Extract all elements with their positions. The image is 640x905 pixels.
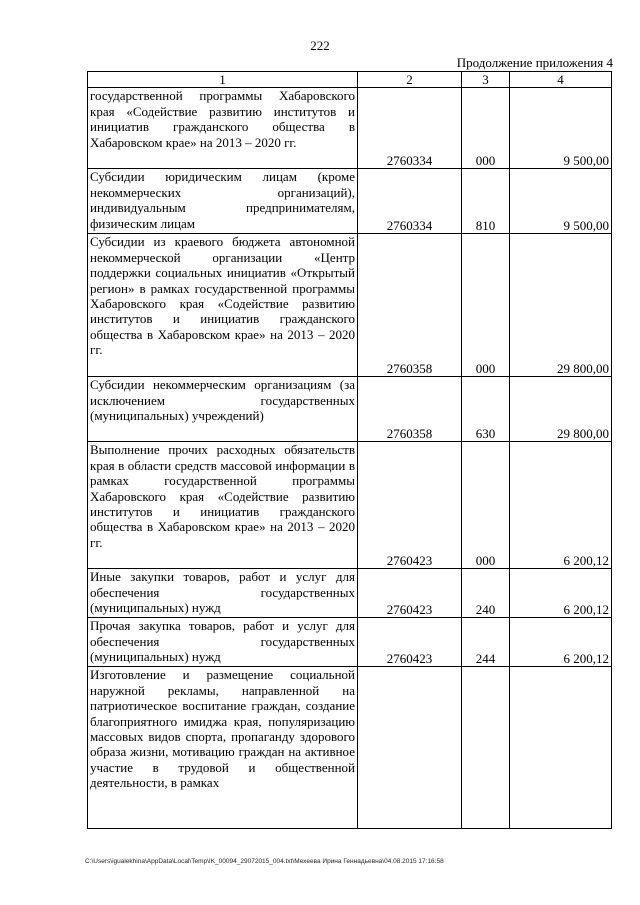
row-sub-cell: 000 [462,88,510,169]
row-amount-cell: 9 500,00 [510,88,612,169]
row-code-cell: 2760358 [358,377,462,442]
row-name-cell: Субсидии из краевого бюджета автономной некоммерческой организации «Центр поддержки социальных инициатив «Открытый регион» в рамках государственной программы Хабаровского края «Содействие развитию институтов и инициатив гражданского общества в Хабаровском крае» на 2013 – 2020 гг. [88,234,358,377]
row-code-cell: 2760334 [358,88,462,169]
table-row [88,442,612,569]
row-sub-cell: 000 [462,442,510,569]
row-sub-cell: 244 [462,618,510,667]
row-name-cell: государственной программы Хабаровского края «Содействие развитию институтов и инициатив гражданского общества в Хабаровском крае» на 2013 – 2020 гг. [88,88,358,169]
row-code-cell: 2760423 [358,442,462,569]
row-code-cell: 2760358 [358,234,462,377]
row-amount-cell: 6 200,12 [510,569,612,618]
header-col-2: 2 [358,72,462,88]
table-row [88,667,612,829]
table-row [88,234,612,377]
continuation-label: Продолжение приложения 4 [456,55,613,70]
row-name-cell: Прочая закупка товаров, работ и услуг для обеспечения государственных (муниципальных) нужд [88,618,358,667]
budget-table [87,71,612,829]
header-col-4: 4 [510,72,612,88]
row-code-cell [358,667,462,829]
footer-file-path: C:\Users\igualekhina\AppData\Local\Temp\IK_00094_29072015_004.txt\Мехеева Ирина Геннадьевна\04.08.2015 17:16:58 [85,858,444,865]
row-amount-cell: 9 500,00 [510,169,612,234]
header-col-1: 1 [88,72,358,88]
row-sub-cell [462,667,510,829]
row-name-cell: Выполнение прочих расходных обязательств края в области средств массовой информации в рамках государственной программы Хабаровского края «Содействие развитию институтов и инициатив гражданского общества в Хабаровском крае» на 2013 – 2020 гг. [88,442,358,569]
row-code-cell: 2760423 [358,618,462,667]
table-row [88,569,612,618]
table-row [88,169,612,234]
row-amount-cell: 29 800,00 [510,234,612,377]
row-name-cell: Иные закупки товаров, работ и услуг для обеспечения государственных (муниципальных) нужд [88,569,358,618]
table-row [88,377,612,442]
table-header-row [88,72,612,88]
page-number: 222 [310,38,330,53]
table-row [88,88,612,169]
row-amount-cell: 6 200,12 [510,442,612,569]
row-code-cell: 2760334 [358,169,462,234]
budget-table-body [88,72,612,829]
header-col-3: 3 [462,72,510,88]
row-amount-cell [510,667,612,829]
row-code-cell: 2760423 [358,569,462,618]
row-sub-cell: 810 [462,169,510,234]
row-sub-cell: 000 [462,234,510,377]
row-amount-cell: 29 800,00 [510,377,612,442]
table-row [88,618,612,667]
row-name-cell: Субсидии юридическим лицам (кроме некоммерческих организаций), индивидуальным предпринимателям, физическим лицам [88,169,358,234]
row-sub-cell: 240 [462,569,510,618]
row-sub-cell: 630 [462,377,510,442]
row-name-cell: Изготовление и размещение социальной наружной рекламы, направленной на патриотическое воспитание граждан, создание благоприятного имиджа края, популяризацию массовых видов спорта, пропаганду здорового образа жизни, мотивацию граждан на активное участие в трудовой и общественной деятельности, в рамках [88,667,358,829]
row-amount-cell: 6 200,12 [510,618,612,667]
row-name-cell: Субсидии некоммерческим организациям (за исключением государственных (муниципальных) учреждений) [88,377,358,442]
